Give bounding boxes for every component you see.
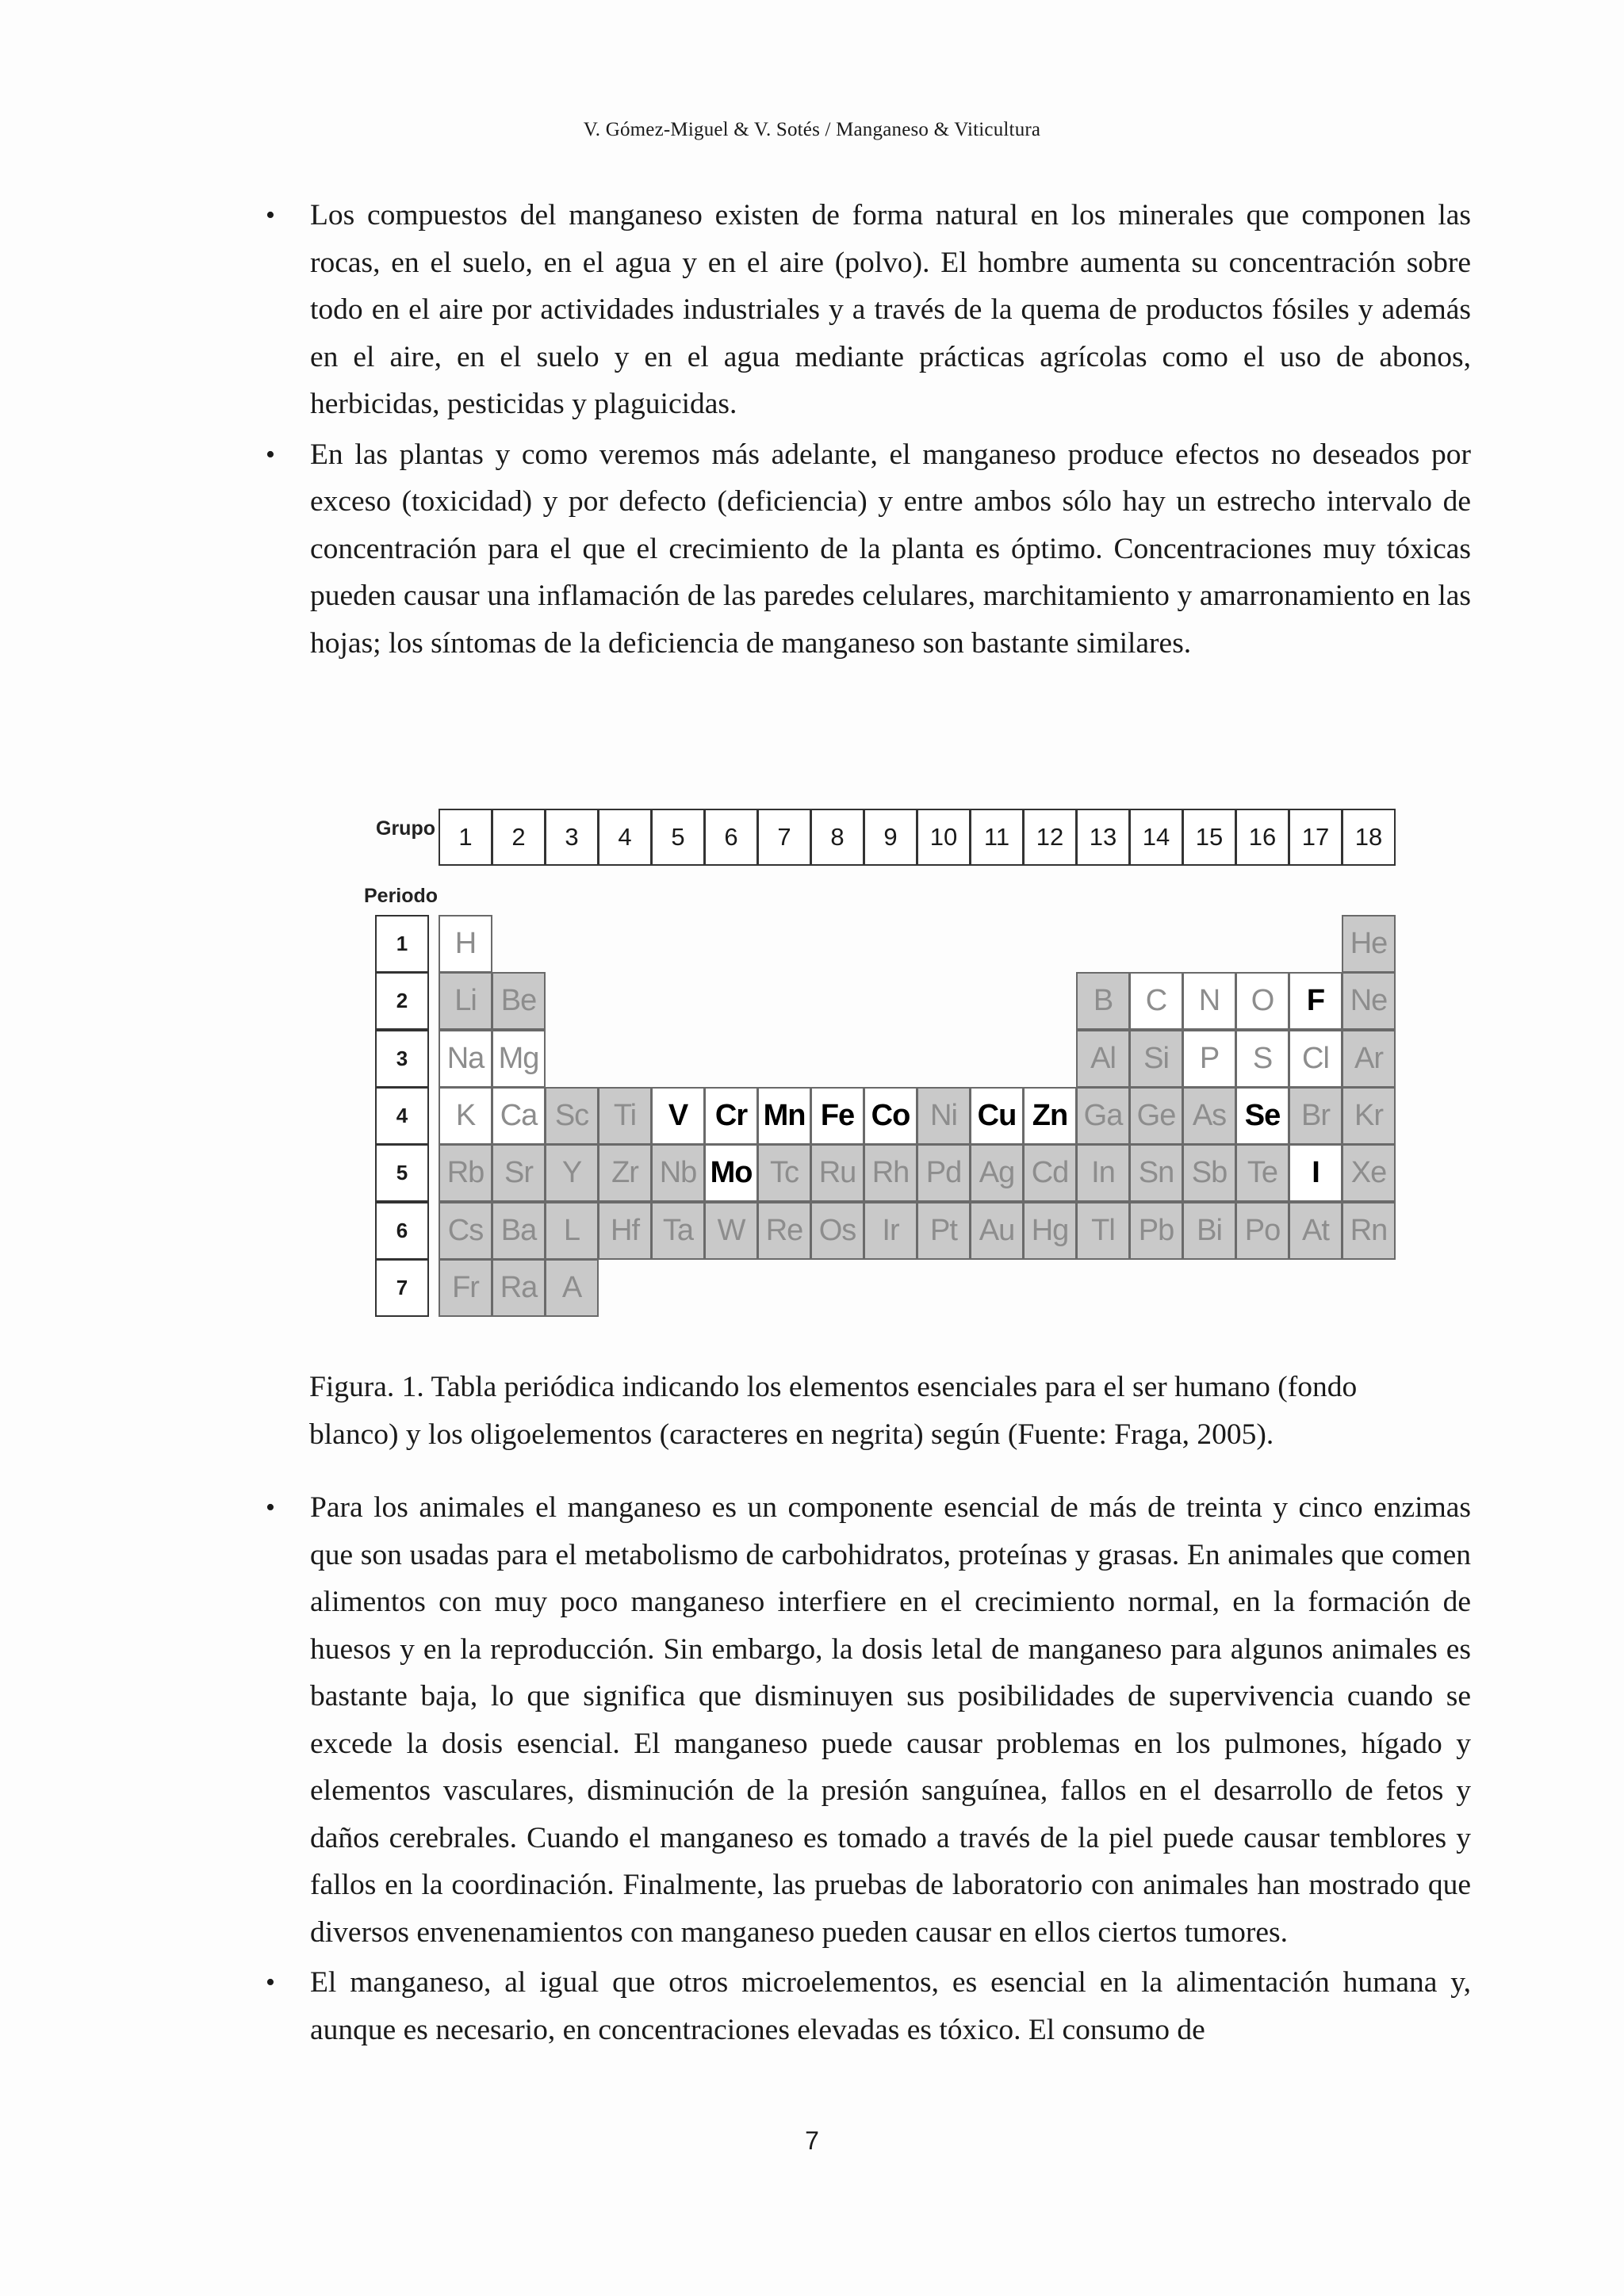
period-header-cell: 3 [375, 1030, 429, 1088]
element-cell-ag: Ag [970, 1144, 1024, 1202]
group-header-cell: 7 [757, 809, 811, 866]
group-header-cell: 10 [917, 809, 971, 866]
element-cell-a: A [545, 1259, 599, 1317]
element-cell-ir: Ir [864, 1202, 917, 1260]
element-cell-pt: Pt [917, 1202, 971, 1260]
element-cell-al: Al [1076, 1030, 1130, 1088]
element-cell-ga: Ga [1076, 1087, 1130, 1145]
element-cell-pb: Pb [1129, 1202, 1183, 1260]
element-cell-au: Au [970, 1202, 1024, 1260]
group-header-cell: 16 [1235, 809, 1289, 866]
element-cell-cs: Cs [439, 1202, 492, 1260]
element-cell-k: K [439, 1087, 492, 1145]
element-cell-br: Br [1289, 1087, 1342, 1145]
element-cell-cd: Cd [1023, 1144, 1077, 1202]
element-cell-i: I [1289, 1144, 1342, 1202]
element-cell-pd: Pd [917, 1144, 971, 1202]
element-cell-cr: Cr [704, 1087, 758, 1145]
element-cell-l: L [545, 1202, 599, 1260]
bullet-list-top [266, 192, 1471, 667]
group-axis-label: Grupo [376, 817, 435, 840]
element-cell-cl: Cl [1289, 1030, 1342, 1088]
element-cell-h: H [439, 915, 492, 973]
element-cell-ne: Ne [1342, 972, 1396, 1030]
bullet-item: • Los compuestos del manganeso existen de forma natural en los minerales que componen las rocas, en el suelo, en el agua y en el aire (polvo). El hombre aumenta su concentración sobre todo en el aire por actividades industriales y a través de la quema de productos fósiles y además en el aire, en el suelo y en el agua mediante prácticas agrícolas como el uso de abonos, herbicidas, pesticidas y plaguicidas. [266, 192, 1471, 428]
element-cell-se: Se [1235, 1087, 1289, 1145]
group-header-cell: 3 [545, 809, 599, 866]
element-cell-tc: Tc [757, 1144, 811, 1202]
element-cell-rn: Rn [1342, 1202, 1396, 1260]
element-cell-kr: Kr [1342, 1087, 1396, 1145]
element-cell-ti: Ti [598, 1087, 652, 1145]
bullet-item: • Para los animales el manganeso es un componente esencial de más de treinta y cinco enzimas que son usadas para el metabolismo de carbohidratos, proteínas y grasas. En animales que comen alimentos con muy poco manganeso interfiere en el crecimiento normal, en la formación de huesos y en la reproducción. Sin embargo, la dosis letal de manganeso para algunos animales es bastante baja, lo que significa que disminuyen sus posibilidades de supervivencia cuando se excede la dosis esencial. El manganeso puede causar problemas en los pulmones, hígado y elementos vasculares, disminución de la presión sanguínea, fallos en el desarrollo de fetos y daños cerebrales. Cuando el manganeso es tomado a través de la piel puede causar temblores y fallos en la coordinación. Finalmente, las pruebas de laboratorio con animales han mostrado que diversos envenenamientos con manganeso pueden causar en ellos ciertos tumores. [266, 1484, 1471, 1956]
element-cell-bi: Bi [1182, 1202, 1236, 1260]
element-cell-b: B [1076, 972, 1130, 1030]
element-cell-os: Os [810, 1202, 864, 1260]
period-header-cell: 4 [375, 1087, 429, 1145]
group-header-cell: 15 [1182, 809, 1236, 866]
bullet-list-bottom [266, 1484, 1471, 2053]
element-cell-ca: Ca [492, 1087, 546, 1145]
element-cell-rh: Rh [864, 1144, 917, 1202]
element-cell-te: Te [1235, 1144, 1289, 1202]
element-cell-sr: Sr [492, 1144, 546, 1202]
period-header-cell: 1 [375, 915, 429, 973]
element-cell-li: Li [439, 972, 492, 1030]
page-number: 7 [805, 2126, 819, 2155]
element-cell-co: Co [864, 1087, 917, 1145]
element-cell-cu: Cu [970, 1087, 1024, 1145]
element-cell-zr: Zr [598, 1144, 652, 1202]
element-cell-rb: Rb [439, 1144, 492, 1202]
element-cell-sn: Sn [1129, 1144, 1183, 1202]
period-header-cell: 2 [375, 972, 429, 1030]
caption-line: Figura. 1. Tabla periódica indicando los elementos esenciales para el ser humano (fondo [309, 1371, 1358, 1403]
period-header-cell: 5 [375, 1144, 429, 1202]
element-cell-f: F [1289, 972, 1342, 1030]
element-cell-ar: Ar [1342, 1030, 1396, 1088]
group-header-cell: 13 [1076, 809, 1130, 866]
element-cell-tl: Tl [1076, 1202, 1130, 1260]
group-header-cell: 8 [810, 809, 864, 866]
group-header-cell: 18 [1342, 809, 1396, 866]
element-cell-s: S [1235, 1030, 1289, 1088]
group-header-cell: 14 [1129, 809, 1183, 866]
element-cell-c: C [1129, 972, 1183, 1030]
element-cell-zn: Zn [1023, 1087, 1077, 1145]
period-header-cell: 7 [375, 1259, 429, 1317]
element-cell-xe: Xe [1342, 1144, 1396, 1202]
element-cell-mo: Mo [704, 1144, 758, 1202]
element-cell-w: W [704, 1202, 758, 1260]
element-cell-na: Na [439, 1030, 492, 1088]
element-cell-nb: Nb [651, 1144, 705, 1202]
element-cell-sb: Sb [1182, 1144, 1236, 1202]
element-cell-be: Be [492, 972, 546, 1030]
bullet-item: • El manganeso, al igual que otros microelementos, es esencial en la alimentación humana y, aunque es necesario, en concentraciones elevadas es tóxico. El consumo de [266, 1959, 1471, 2053]
element-cell-ra: Ra [492, 1259, 546, 1317]
element-cell-n: N [1182, 972, 1236, 1030]
group-header-cell: 1 [439, 809, 492, 866]
element-cell-ta: Ta [651, 1202, 705, 1260]
group-header-cell: 5 [651, 809, 705, 866]
element-cell-ge: Ge [1129, 1087, 1183, 1145]
bullet-item: • En las plantas y como veremos más adelante, el manganeso produce efectos no deseados por exceso (toxicidad) y por defecto (deficiencia) y entre ambos sólo hay un estrecho intervalo de concentración para el que el crecimiento de la planta es óptimo. Concentraciones muy tóxicas pueden causar una inflamación de las paredes celulares, marchitamiento y amarronamiento en las hojas; los síntomas de la deficiencia de manganeso son bastante similares. [266, 431, 1471, 668]
group-header-cell: 6 [704, 809, 758, 866]
element-cell-he: He [1342, 915, 1396, 973]
element-cell-ru: Ru [810, 1144, 864, 1202]
element-cell-v: V [651, 1087, 705, 1145]
element-cell-fr: Fr [439, 1259, 492, 1317]
caption-line: blanco) y los oligoelementos (caracteres en negrita) según (Fuente: Fraga, 2005). [309, 1418, 1274, 1451]
group-header-cell: 12 [1023, 809, 1077, 866]
element-cell-si: Si [1129, 1030, 1183, 1088]
element-cell-o: O [1235, 972, 1289, 1030]
element-cell-ni: Ni [917, 1087, 971, 1145]
element-cell-p: P [1182, 1030, 1236, 1088]
group-header-cell: 17 [1289, 809, 1342, 866]
element-cell-sc: Sc [545, 1087, 599, 1145]
running-head: V. Gómez-Miguel & V. Sotés / Manganeso & Viticultura [583, 119, 1041, 140]
group-header-cell: 9 [864, 809, 917, 866]
element-cell-re: Re [757, 1202, 811, 1260]
element-cell-mn: Mn [757, 1087, 811, 1145]
period-header-cell: 6 [375, 1202, 429, 1260]
group-header-cell: 11 [970, 809, 1024, 866]
figure-caption [309, 1364, 1475, 1458]
element-cell-hg: Hg [1023, 1202, 1077, 1260]
element-cell-hf: Hf [598, 1202, 652, 1260]
group-header-cell: 4 [598, 809, 652, 866]
group-header-cell: 2 [492, 809, 546, 866]
element-cell-y: Y [545, 1144, 599, 1202]
element-cell-po: Po [1235, 1202, 1289, 1260]
element-cell-in: In [1076, 1144, 1130, 1202]
element-cell-fe: Fe [810, 1087, 864, 1145]
period-axis-label: Periodo [364, 885, 439, 907]
element-cell-as: As [1182, 1087, 1236, 1145]
element-cell-mg: Mg [492, 1030, 546, 1088]
element-cell-ba: Ba [492, 1202, 546, 1260]
element-cell-at: At [1289, 1202, 1342, 1260]
